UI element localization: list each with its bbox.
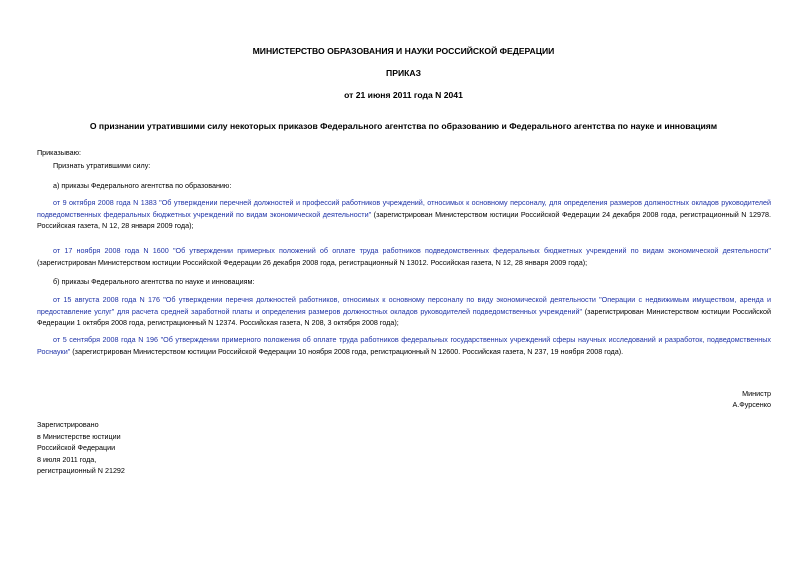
- order-item-a1: [37, 197, 771, 232]
- document-title: О признании утратившими силу некоторых приказов Федерального агентства по образованию и Федерального агентства по науке и инновациям: [89, 121, 718, 131]
- signature-position: Министр: [742, 389, 771, 398]
- date-number-heading: от 21 июня 2011 года N 2041: [344, 90, 463, 100]
- order-link-b1[interactable]: от 15 августа 2008 года N 176 "Об утверждении перечня должностей работников, относимых к основному персоналу по виду экономической деятельности "Операции с недвижимым имуществом, аренда и предоставление услуг" для расчета средней заработной платы и определения размеров должностных окладов руководителей подведомственных учреждений": [37, 295, 771, 316]
- order-item-a1-details: (зарегистрирован Министерством юстиции Российской Федерации 24 декабря 2008 года, регистрационный N 12978. Российская газета, N 12, 28 января 2009 года);: [37, 209, 771, 231]
- order-word: Приказываю:: [37, 148, 81, 157]
- order-link-a1[interactable]: от 9 октября 2008 года N 1383 "Об утверждении перечней должностей и профессий работников учреждений, относимых к основному персоналу, для определения размеров должностных окладов руководителей подведомственных федеральных бюджетных учреждений по видам экономической деятельности": [37, 198, 771, 219]
- order-item-b2-details: (зарегистрирован Министерством юстиции Российской Федерации 10 ноября 2008 года, регистрационный N 12600. Российская газета, N 237, 19 ноября 2008 года).: [70, 346, 624, 356]
- registration-line: Зарегистрировано: [37, 420, 99, 429]
- registration-line: 8 июля 2011 года,: [37, 454, 97, 464]
- order-item-b2: [37, 334, 771, 357]
- registration-block: [37, 419, 125, 477]
- order-link-b2[interactable]: от 5 сентября 2008 года N 196 "Об утверждении примерного положения об оплате труда работников федеральных государственных учреждений сферы научных исследований и разработок, подведомственных Роснауки": [37, 335, 771, 356]
- section-b-heading: б) приказы Федерального агентства по науке и инновациям:: [53, 277, 255, 286]
- registration-line: Российской Федерации: [37, 443, 116, 453]
- order-item-a2-details: (зарегистрирован Министерством юстиции Российской Федерации 26 декабря 2008 года, регистрационный N 13012. Российская газета, N 12, 28 января 2009 года);: [37, 257, 588, 267]
- ministry-heading: МИНИСТЕРСТВО ОБРАЗОВАНИЯ И НАУКИ РОССИЙСКОЙ ФЕДЕРАЦИИ: [252, 46, 555, 56]
- order-link-a2[interactable]: от 17 ноября 2008 года N 1600 "Об утверждении примерных положений об оплате труда работников подведомственных федеральных бюджетных учреждений по видам экономической деятельности": [53, 246, 771, 255]
- document-type-heading: ПРИКАЗ: [386, 68, 421, 78]
- order-item-a2: [37, 245, 771, 268]
- section-a-heading: а) приказы Федерального агентства по образованию:: [53, 181, 232, 190]
- declare-text: Признать утратившими силу:: [53, 161, 151, 170]
- registration-line: регистрационный N 21292: [37, 466, 125, 476]
- order-item-b1-details: (зарегистрирован Министерством юстиции Российской Федерации 1 октября 2008 года, регистрационный N 12374. Российская газета, N 208, 3 октября 2008 года);: [37, 306, 771, 328]
- signature-name: А.Фурсенко: [732, 400, 771, 409]
- order-item-b1: [37, 294, 771, 329]
- registration-line: в Министерстве юстиции: [37, 431, 121, 441]
